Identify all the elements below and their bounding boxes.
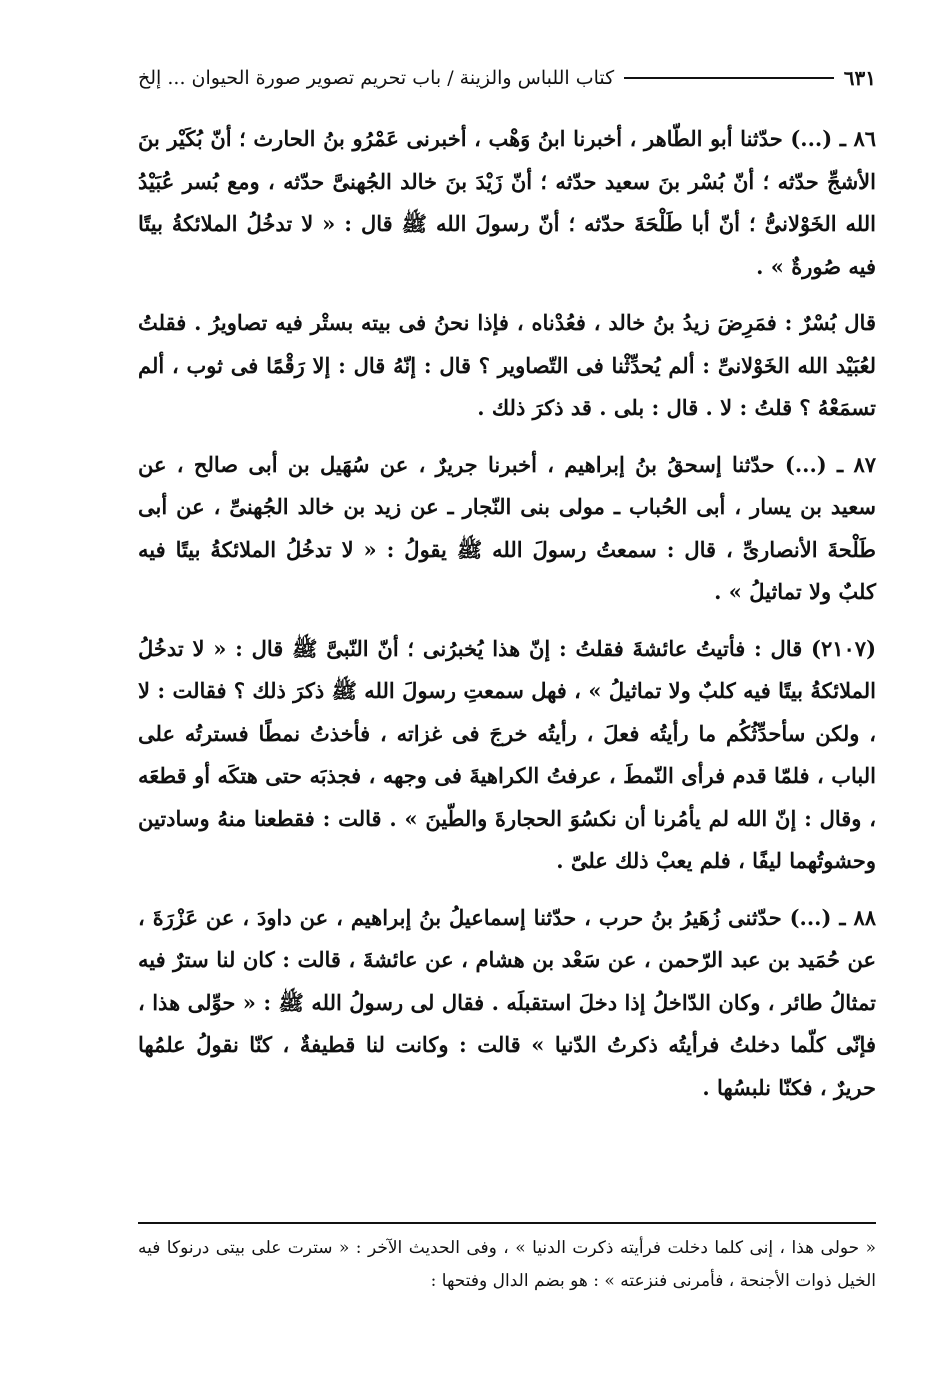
hadith-paragraph-busr: قال بُسْرٌ : فمَرِضَ زيدُ بنُ خالد ، فعُدْناه ، فإذا نحنُ فى بيته بستْر فيه تصاويرُ . فقلتُ لعُبَيْد الله الخَوْلانىِّ : ألم يُحدِّثْنا فى التّصاوير ؟ قال : إنّهُ قال : إلا رَقْمًا فى ثوب ، ألم تسمَعْهُ ؟ قلتُ : لا . قال : بلى . قد ذكرَ ذلك . [138,310,876,420]
running-title: كتاب اللباس والزينة / باب تحريم تصوير صورة الحيوان ... إلخ [138,67,615,89]
hadith-paragraph-87: ٨٧ ـ (...) حدّثنا إسحقُ بنُ إبراهيم ، أخبرنا جريرٌ ، عن سُهَيل بن أبى صالح ، عن سعيد بن يسار ، أبى الحُباب ـ مولى بنى النّجار ـ عن زيد بن خالد الجُهنىِّ ، عن أبى طَلْحةَ الأنصارىِّ ، قال : سمعتُ رسولَ الله ﷺ يقولُ : « لا تدخُلُ الملائكةُ بيتًا فيه كلبٌ ولا تماثيلُ » . [138,451,876,604]
footnote-text: « حولى هذا ، إنى كلما دخلت فرأيته ذكرت الدنيا » ، وفى الحديث الآخر : « سترت على بيتى درنوكا فيه الخيل ذوات الأجنحة ، فأمرنى فنزعته » : هو بضم الدال وفتحها : [138,1238,876,1291]
footnote-separator [138,1222,876,1224]
hadith-paragraph-86: ٨٦ ـ (...) حدّثنا أبو الطّاهر ، أخبرنا ابنُ وَهْب ، أخبرنى عَمْرُو بنُ الحارث ؛ أنّ بُكَيْر بنَ الأشجِّ حدّثه ؛ أنّ بُسْر بنَ سعيد حدّثه ؛ أنّ زَيْدَ بنَ خالد الجُهنىَّ حدّثه ، ومع بُسر عُبَيْدُ الله الخَوْلانىُّ ؛ أنّ أبا طَلْحَةَ حدّثه ؛ أنّ رسولَ الله ﷺ قال : « لا تدخُلُ الملائكةُ بيتًا فيه صُورةٌ » . [138,126,876,279]
page-number: ٦٣١ [843,66,876,90]
hadith-paragraph-88: ٨٨ ـ (...) حدّثنى زُهَيرُ بنُ حرب ، حدّثنا إسماعيلُ بنُ إبراهيم ، عن داودَ ، عن عَزْرَةَ ، عن حُمَيد بن عبد الرّحمن ، عن سَعْد بن هشام ، عن عائشةَ ، قالت : كان لنا سترٌ فيه تمثالُ طائر ، وكان الدّاخلُ إذا دخلَ استقبلَه . فقال لى رسولُ الله ﷺ : « حوِّلى هذا ، فإنّى كلّما دخلتُ فرأيتُه ذكرتُ الدّنيا » قالت : وكانت لنا قطيفةٌ ، كنّا نقولُ علمُها حريرٌ ، فكنّا نلبسُها . [138,904,876,1100]
running-header [138,58,876,98]
main-text [138,118,876,1123]
hadith-paragraph-2107: (٢١٠٧) قال : فأتيتُ عائشةَ فقلتُ : إنّ هذا يُخبرُنى ؛ أنّ النّبىَّ ﷺ قال : « لا تدخُلُ الملائكةُ بيتًا فيه كلبٌ ولا تماثيلُ » ، فهل سمعتِ رسولَ الله ﷺ ذكرَ ذلك ؟ فقالت : لا ، ولكن سأحدِّثُكُم ما رأيتُه فعلَ ، رأيتُه خرجَ فى غزاته ، فأخذتُ نمطًا فسترتُه على الباب ، فلمّا قدم فرأى النّمطَ ، عرفتُ الكراهيةَ فى وجهه ، فجذبَه حتى هتكَه أو قطعَه ، وقال : إنّ الله لم يأمُرنا أن نكسُوَ الحجارةَ والطّينَ » . قالت : فقطعنا منهُ وسادتين وحشوتُهما ليفًا ، فلم يعبْ ذلك علىّ . [138,635,876,873]
footnote-block [138,1232,876,1298]
header-rule [624,77,834,79]
